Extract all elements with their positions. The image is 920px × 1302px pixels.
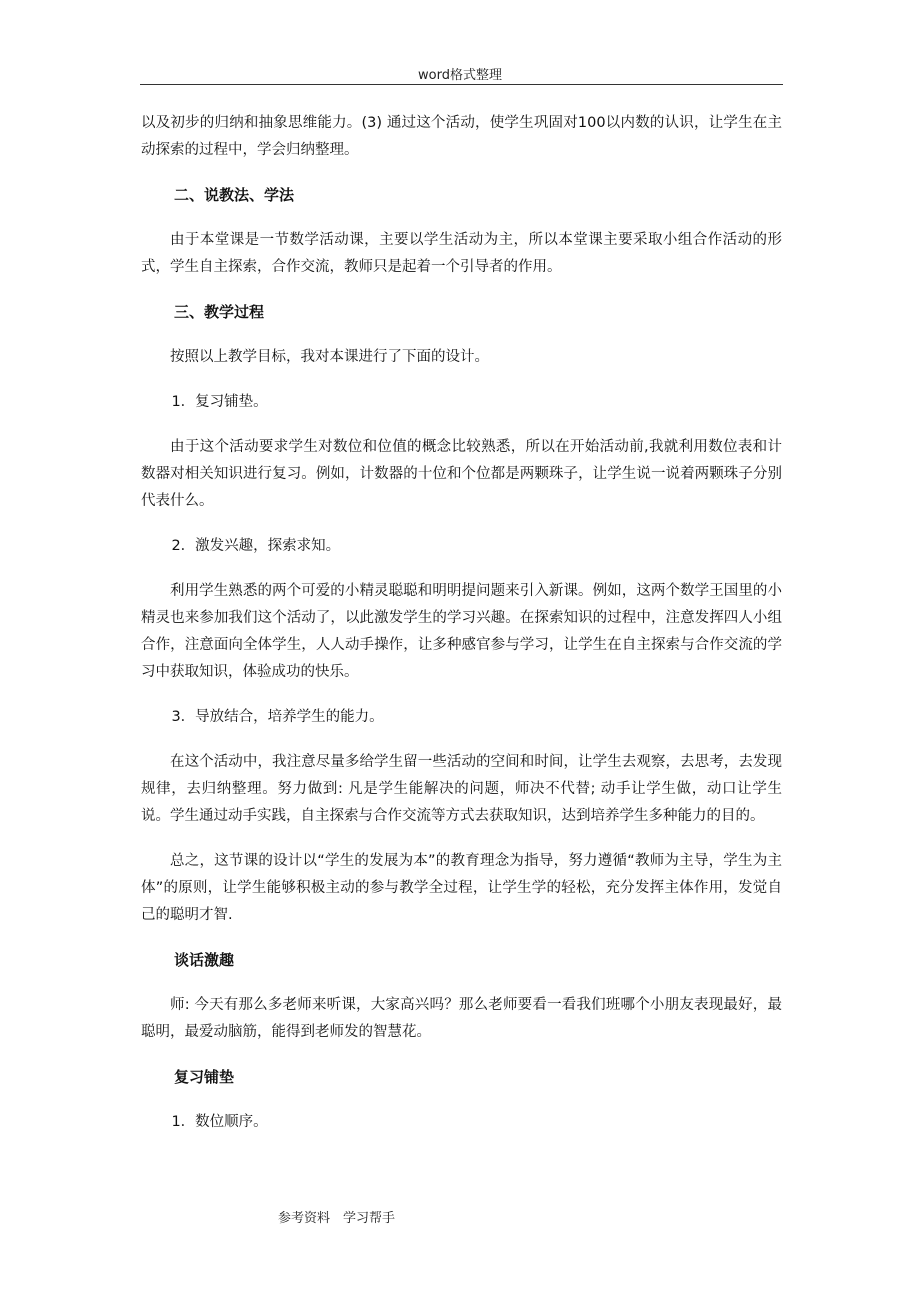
page-header-title: word格式整理 (418, 68, 502, 83)
list-item-interest: 2．激发兴趣，探索求知。 (171, 538, 341, 554)
section-heading-process: 三、教学过程 (174, 303, 265, 321)
paragraph-review: 由于这个活动要求学生对数位和位值的概念比较熟悉，所以在开始活动前,我就利用数位表和计数器对相关知识进行复习。例如，计数器的十位和个位都是两颗珠子，让学生说一说着两颗珠子分别代表什么。 (141, 439, 782, 509)
paragraph-talk: 师: 今天有那么多老师来听课，大家高兴吗？那么老师要看一看我们班哪个小朋友表现最好，最聪明，最爱动脑筋，能得到老师发的智慧花。 (141, 997, 782, 1040)
list-item-digit-order: 1．数位顺序。 (171, 1114, 268, 1130)
header-divider (140, 84, 783, 85)
section-heading-talk: 谈话激趣 (174, 951, 235, 969)
paragraph-ability: 在这个活动中，我注意尽量多给学生留一些活动的空间和时间，让学生去观察，去思考，去发现规律，去归纳整理。努力做到: 凡是学生能解决的问题，师决不代替; 动手让学生做，动口让学生说。学生通过动手实践，自主探索与合作交流等方式去获取知识，达到培养学生多种能力的目的。 (141, 754, 782, 824)
section-heading-methods: 二、说教法、学法 (174, 186, 295, 204)
paragraph-interest: 利用学生熟悉的两个可爱的小精灵聪聪和明明提问题来引入新课。例如，这两个数学王国里的小精灵也来参加我们这个活动了，以此激发学生的学习兴趣。在探索知识的过程中，注意发挥四人小组合作，注意面向全体学生，人人动手操作，让多种感官参与学习，让学生在自主探索与合作交流的学习中获取知识，体验成功的快乐。 (141, 583, 782, 680)
list-item-review: 1．复习铺垫。 (171, 394, 268, 410)
section-heading-review: 复习铺垫 (174, 1068, 235, 1086)
paragraph-intro-continuation: 以及初步的归纳和抽象思维能力。(3) 通过这个活动，使学生巩固对100以内数的认识，让学生在主动探索的过程中，学会归纳整理。 (141, 115, 782, 158)
paragraph-process-intro: 按照以上教学目标，我对本课进行了下面的设计。 (170, 349, 489, 365)
paragraph-summary: 总之，这节课的设计以“学生的发展为本”的教育理念为指导，努力遵循“教师为主导，学生为主体”的原则，让学生能够积极主动的参与教学全过程，让学生学的轻松，充分发挥主体作用，发觉自己的聪明才智. (141, 853, 782, 923)
list-item-ability: 3．导放结合，培养学生的能力。 (171, 709, 384, 725)
paragraph-methods: 由于本堂课是一节数学活动课，主要以学生活动为主，所以本堂课主要采取小组合作活动的形式，学生自主探索，合作交流，教师只是起着一个引导者的作用。 (141, 232, 782, 275)
page-footer-text: 参考资料 学习帮手 (278, 1211, 396, 1226)
document-body (141, 110, 782, 1154)
